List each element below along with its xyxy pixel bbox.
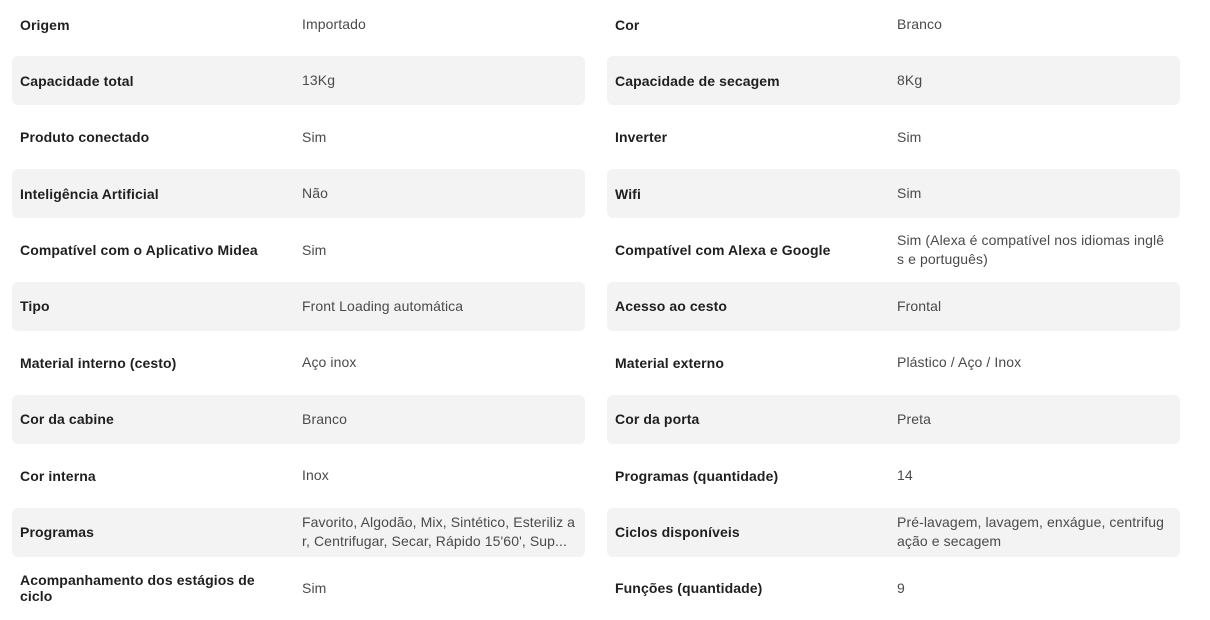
spec-label: Acompanhamento dos estágios de ciclo — [20, 572, 255, 605]
spec-value: Não — [302, 185, 328, 202]
spec-row-material-externo — [607, 338, 1180, 387]
spec-label: Compatível com o Aplicativo Midea — [20, 242, 258, 259]
spec-row-wifi — [607, 169, 1180, 218]
spec-row-origem — [12, 0, 585, 49]
spec-row-compativel-aplicativo — [12, 226, 585, 275]
spec-label: Compatível com Alexa e Google — [615, 242, 831, 259]
spec-row-programas — [12, 508, 585, 557]
spec-row-tipo — [12, 282, 585, 331]
spec-label: Funções (quantidade) — [615, 580, 763, 597]
spec-row-compativel-alexa-google — [607, 226, 1180, 275]
spec-value: Inox — [302, 467, 329, 484]
spec-value: Sim — [897, 185, 922, 202]
spec-row-ciclos-disponiveis — [607, 508, 1180, 557]
spec-value: Sim (Alexa é compatível nos idiomas inglê s e português) — [897, 232, 1165, 268]
spec-row-programas-quantidade — [607, 451, 1180, 500]
spec-value: 13Kg — [302, 72, 336, 89]
spec-row-produto-conectado — [12, 113, 585, 162]
spec-row-inverter — [607, 113, 1180, 162]
spec-value: Preta — [897, 410, 931, 427]
spec-row-funcoes-quantidade — [607, 564, 1180, 613]
spec-label: Origem — [20, 16, 70, 33]
spec-value: Front Loading automática — [302, 297, 464, 314]
spec-value: Favorito, Algodão, Mix, Sintético, Esteriliz ar, Centrifugar, Secar, Rápido 15'60', Sup... — [302, 514, 576, 550]
spec-label: Capacidade de secagem — [615, 72, 780, 89]
spec-label: Inverter — [615, 129, 668, 146]
spec-label: Produto conectado — [20, 129, 150, 146]
spec-row-capacidade-total — [12, 56, 585, 105]
spec-label: Programas — [20, 524, 95, 541]
specifications-column-right — [607, 0, 1180, 620]
spec-value: Sim — [302, 241, 327, 258]
spec-row-cor-porta — [607, 395, 1180, 444]
spec-value: 14 — [897, 467, 913, 484]
spec-value: Branco — [897, 16, 942, 32]
spec-label: Wifi — [615, 185, 641, 202]
spec-row-cor — [607, 0, 1180, 49]
spec-value: Branco — [302, 410, 347, 427]
spec-row-inteligencia-artificial — [12, 169, 585, 218]
spec-value: Frontal — [897, 297, 942, 314]
spec-label: Material interno (cesto) — [20, 354, 177, 371]
spec-label: Ciclos disponíveis — [615, 524, 740, 541]
spec-label: Cor — [615, 16, 640, 33]
spec-row-capacidade-secagem — [607, 56, 1180, 105]
spec-value: Sim — [897, 128, 922, 145]
spec-label: Material externo — [615, 354, 724, 371]
spec-value: Plástico / Aço / Inox — [897, 354, 1022, 371]
spec-row-cor-cabine — [12, 395, 585, 444]
spec-row-acompanhamento-estagios — [12, 564, 585, 613]
spec-value: Pré-lavagem, lavagem, enxágue, centrifug ação e secagem — [897, 514, 1165, 550]
spec-label: Programas (quantidade) — [615, 467, 779, 484]
spec-value: Aço inox — [302, 354, 357, 371]
spec-label: Acesso ao cesto — [615, 298, 727, 315]
spec-label: Cor interna — [20, 467, 96, 484]
spec-label: Inteligência Artificial — [20, 185, 159, 202]
spec-value: Sim — [302, 579, 327, 596]
spec-value: Importado — [302, 16, 366, 32]
spec-label: Capacidade total — [20, 72, 134, 89]
spec-value: 9 — [897, 579, 905, 596]
spec-row-material-interno — [12, 338, 585, 387]
spec-label: Cor da cabine — [20, 411, 114, 428]
spec-label: Tipo — [20, 298, 50, 315]
spec-row-acesso-cesto — [607, 282, 1180, 331]
specifications-column-left — [12, 0, 585, 620]
spec-label: Cor da porta — [615, 411, 700, 428]
spec-row-cor-interna — [12, 451, 585, 500]
spec-value: 8Kg — [897, 72, 923, 89]
spec-value: Sim — [302, 128, 327, 145]
